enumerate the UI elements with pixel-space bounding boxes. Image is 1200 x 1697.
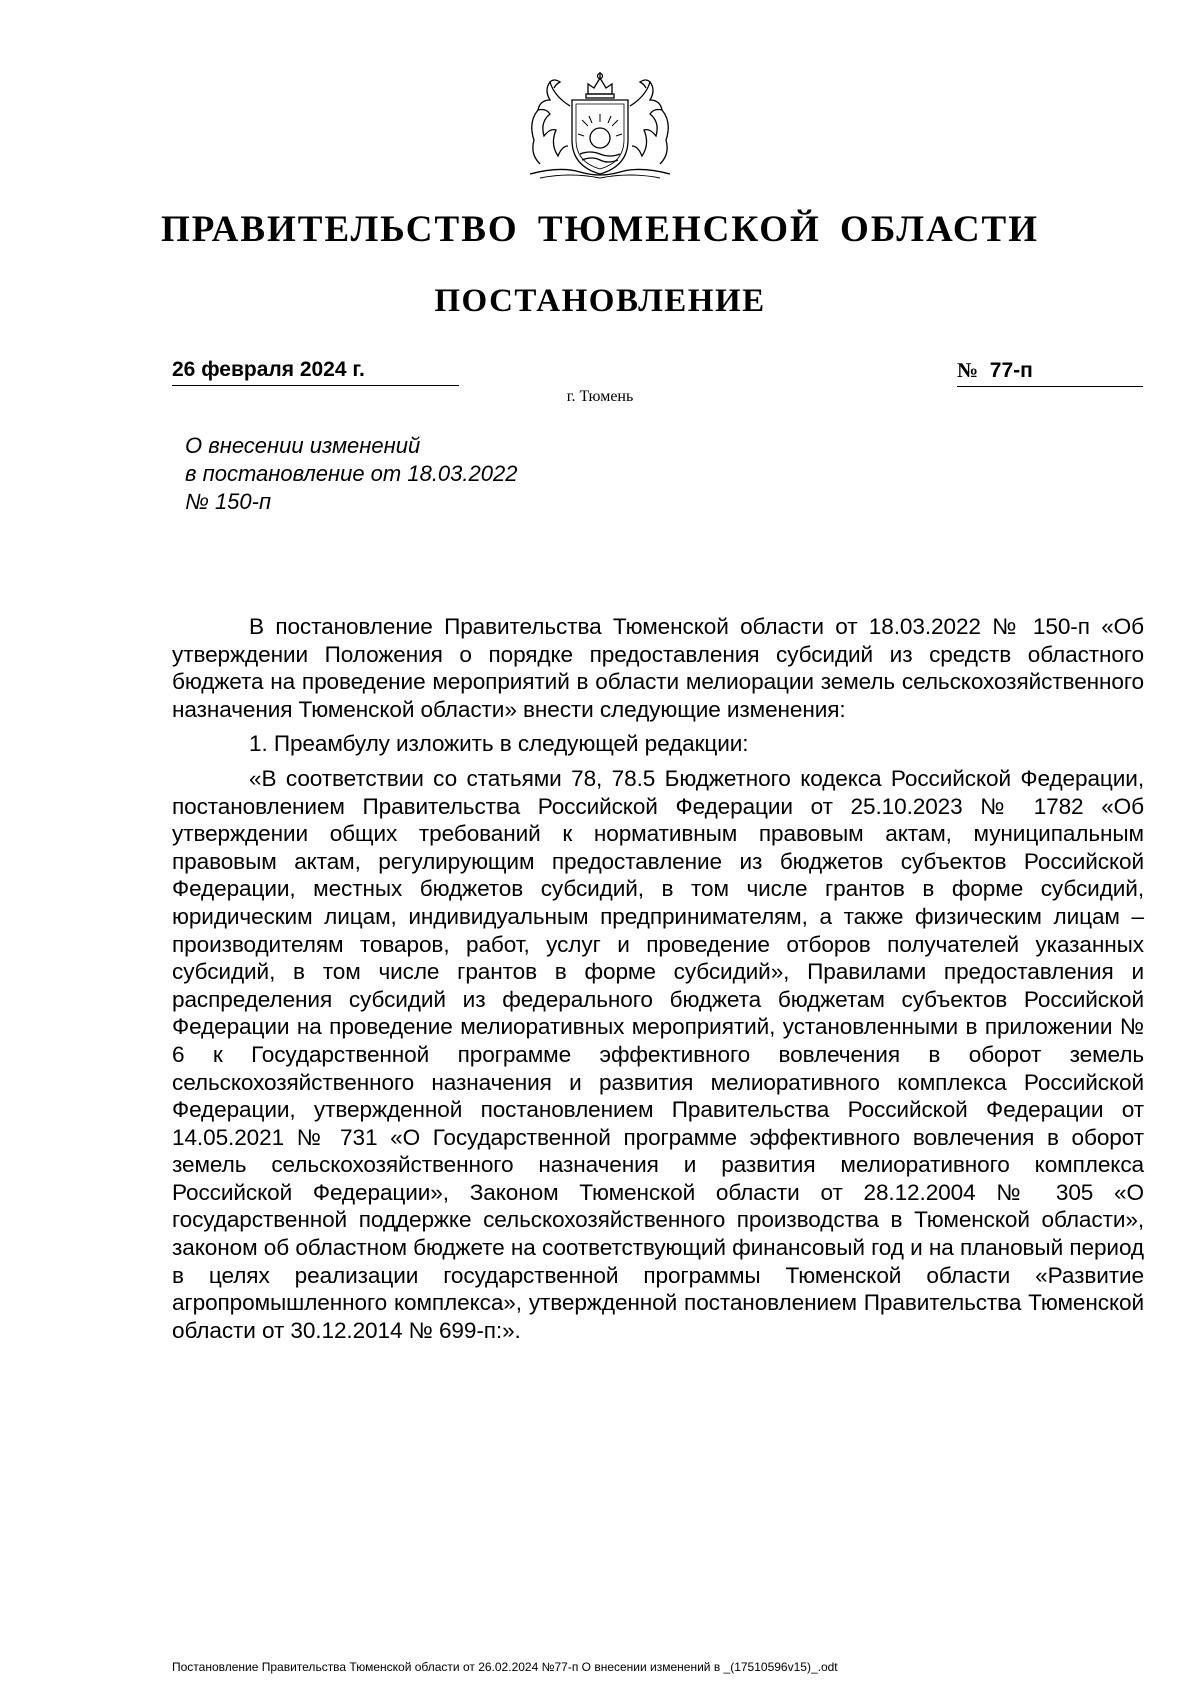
subject-line: в постановление от 18.03.2022 xyxy=(185,461,518,486)
document-number xyxy=(957,357,1143,387)
page-footer: Постановление Правительства Тюменской области от 26.02.2024 №77-п О внесении изменений в _(17510596v15)_.odt xyxy=(172,1660,838,1674)
organization-title: ПРАВИТЕЛЬСТВО ТЮМЕНСКОЙ ОБЛАСТИ xyxy=(160,209,1040,250)
subject-line: О внесении изменений xyxy=(185,433,421,458)
subject-line: № 150-п xyxy=(185,489,272,514)
body-paragraph: 1. Преамбулу изложить в следующей редакции: xyxy=(249,731,749,757)
document-city: г. Тюмень xyxy=(566,388,634,405)
body-paragraph: «В соответствии со статьями 78, 78.5 Бюджетного кодекса Российской Федерации, постановлением Правительства Российской Федерации от 25.10.2023 № 1782 «Об утверждении общих требований к нормативным правовым актам, муниципальным правовым актам, регулирующим предоставление из бюджетов субъектов Российской Федерации, местных бюджетов субсидий, в том числе грантов в форме субсидий, юридическим лицам, индивидуальным предпринимателям, а также физическим лицам – производителям товаров, работ, услуг и проведение отборов получателей указанных субсидий, в том числе грантов в форме субсидий», Правилами предоставления и распределения субсидий из федерального бюджета бюджетам субъектов Российской Федерации на проведение мелиоративных мероприятий, установленными в приложении № 6 к Государственной программе эффективного вовлечения в оборот земель сельскохозяйственного назначения и развития мелиоративного комплекса Российской Федерации, утвержденной постановлением Правительства Российской Федерации от 14.05.2021 № 731 «О Государственной программе эффективного вовлечения в оборот земель сельскохозяйственного назначения и развития мелиоративного комплекса Российской Федерации», Законом Тюменской области от 28.12.2004 № 305 «О государственной поддержке сельскохозяйственного производства в Тюменской области», законом об областном бюджете на соответствующий финансовый год и на плановый период в целях реализации государственной программы Тюменской области «Развитие агропромышленного комплекса», утвержденной постановлением Правительства Тюменской области от 30.12.2014 № 699-п:». xyxy=(172,765,1144,1343)
body-paragraph: В постановление Правительства Тюменской области от 18.03.2022 № 150-п «Об утверждении Положения о порядке предоставления субсидий из средств областного бюджета на проведение мероприятий в области мелиорации земель сельскохозяйственного назначения Тюменской области» внести следующие изменения: xyxy=(172,614,1144,722)
document-subject xyxy=(185,432,605,516)
document-body xyxy=(172,613,1144,1351)
coat-of-arms-icon xyxy=(510,70,690,182)
number-sign: № xyxy=(957,358,979,382)
number-value: 77-п xyxy=(989,359,1033,382)
document-date: 26 февраля 2024 г. xyxy=(172,357,459,386)
document-type: ПОСТАНОВЛЕНИЕ xyxy=(434,283,766,319)
